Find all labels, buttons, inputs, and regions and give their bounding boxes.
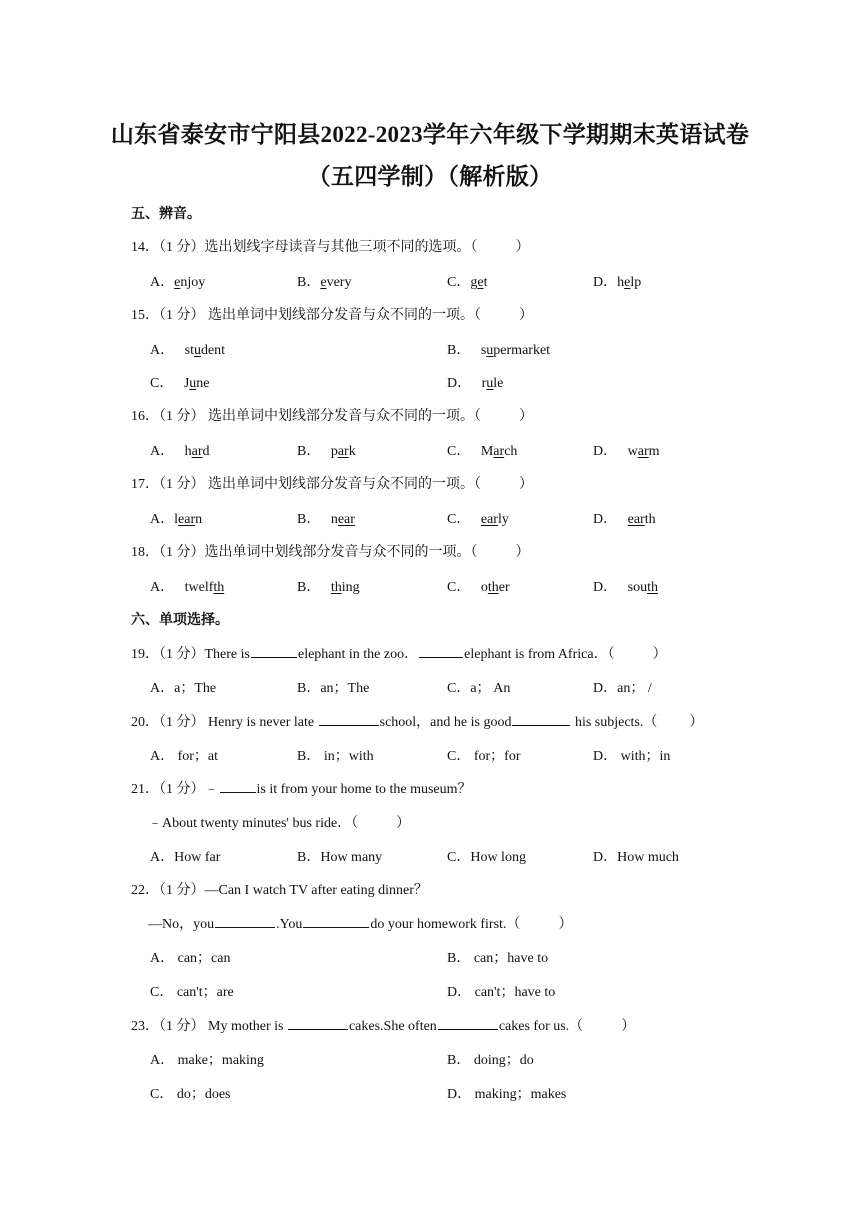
q18-option-a: A． twelfth (150, 580, 225, 595)
q19-option-d: D．an； / (593, 681, 652, 696)
q20-option-d: D． with；in (593, 749, 671, 764)
q22-option-d: D． can't；have to (447, 985, 556, 1000)
q14-option-d: D．help (593, 275, 642, 290)
q15-option-a: A． student (150, 343, 226, 358)
q18-option-d: D． south (593, 580, 658, 595)
q18-option-b: B． thing (297, 580, 360, 595)
q14-option-c: C．get (447, 275, 488, 290)
question-18-stem: 18．（1 分）选出单词中划线部分发音与众不同的一项。（ ） (131, 545, 530, 560)
q23-option-c: C． do；does (150, 1087, 231, 1102)
q17-option-c: C． early (447, 512, 509, 527)
q16-option-b: B． park (297, 444, 356, 459)
q14-option-b: B．every (297, 275, 352, 290)
q21-option-a: A．How far (150, 850, 221, 865)
q21-option-b: B．How many (297, 850, 383, 865)
question-14-stem: 14．（1 分）选出划线字母读音与其他三项不同的选项。（ ） (131, 240, 530, 255)
question-19-stem: 19．（1 分）There is elephant in the zoo． elephant is from Africa．（ ） (131, 643, 667, 663)
q22-option-c: C． can't；are (150, 985, 234, 1000)
question-23-stem: 23．（1 分） My mother is cakes.She often cakes for us.（ ） (131, 1015, 635, 1035)
section-heading-single-choice: 六、单项选择。 (131, 613, 229, 628)
question-21-reply: ﹣About twenty minutes' bus ride．（ ） (148, 816, 411, 831)
question-21-stem: 21．（1 分）﹣ is it from your home to the museum？ (131, 778, 472, 798)
q15-option-d: D． rule (447, 376, 504, 391)
question-16-stem: 16．（1 分） 选出单词中划线部分发音与众不同的一项。（ ） (131, 409, 533, 424)
q16-option-a: A． hard (150, 444, 210, 459)
q23-option-b: B． doing；do (447, 1053, 534, 1068)
q17-option-b: B． near (297, 512, 355, 527)
q19-option-b: B．an；The (297, 681, 370, 696)
q22-option-b: B． can；have to (447, 951, 549, 966)
q18-option-c: C． other (447, 580, 510, 595)
q20-option-c: C． for；for (447, 749, 521, 764)
question-20-stem: 20．（1 分） Henry is never late school，and he is good his subjects.（ ） (131, 711, 703, 731)
q22-option-a: A． can；can (150, 951, 231, 966)
question-22-stem: 22．（1 分）—Can I watch TV after eating dinner？ (131, 883, 428, 898)
q19-option-c: C．a； An (447, 681, 511, 696)
question-17-stem: 17．（1 分） 选出单词中划线部分发音与众不同的一项。（ ） (131, 477, 533, 492)
q20-option-a: A． for；at (150, 749, 219, 764)
q16-option-d: D． warm (593, 444, 660, 459)
document-title-line2: （五四学制）（解析版） (307, 164, 553, 189)
section-heading-phonics: 五、辨音。 (131, 207, 201, 222)
q21-option-c: C．How long (447, 850, 526, 865)
q14-option-a: A．enjoy (150, 275, 206, 290)
q23-option-d: D． making；makes (447, 1087, 567, 1102)
q23-option-a: A． make；making (150, 1053, 264, 1068)
question-15-stem: 15．（1 分） 选出单词中划线部分发音与众不同的一项。（ ） (131, 308, 533, 323)
question-22-reply: —No，you .You do your homework first.（ ） (148, 913, 572, 933)
q16-option-c: C． March (447, 444, 518, 459)
q17-option-d: D． earth (593, 512, 656, 527)
q15-option-c: C． June (150, 376, 210, 391)
q20-option-b: B． in；with (297, 749, 374, 764)
q15-option-b: B． supermarket (447, 343, 551, 358)
q21-option-d: D．How much (593, 850, 679, 865)
q19-option-a: A．a；The (150, 681, 217, 696)
q17-option-a: A．learn (150, 512, 203, 527)
document-title-line1: 山东省泰安市宁阳县2022-2023学年六年级下学期期末英语试卷 (110, 122, 750, 147)
